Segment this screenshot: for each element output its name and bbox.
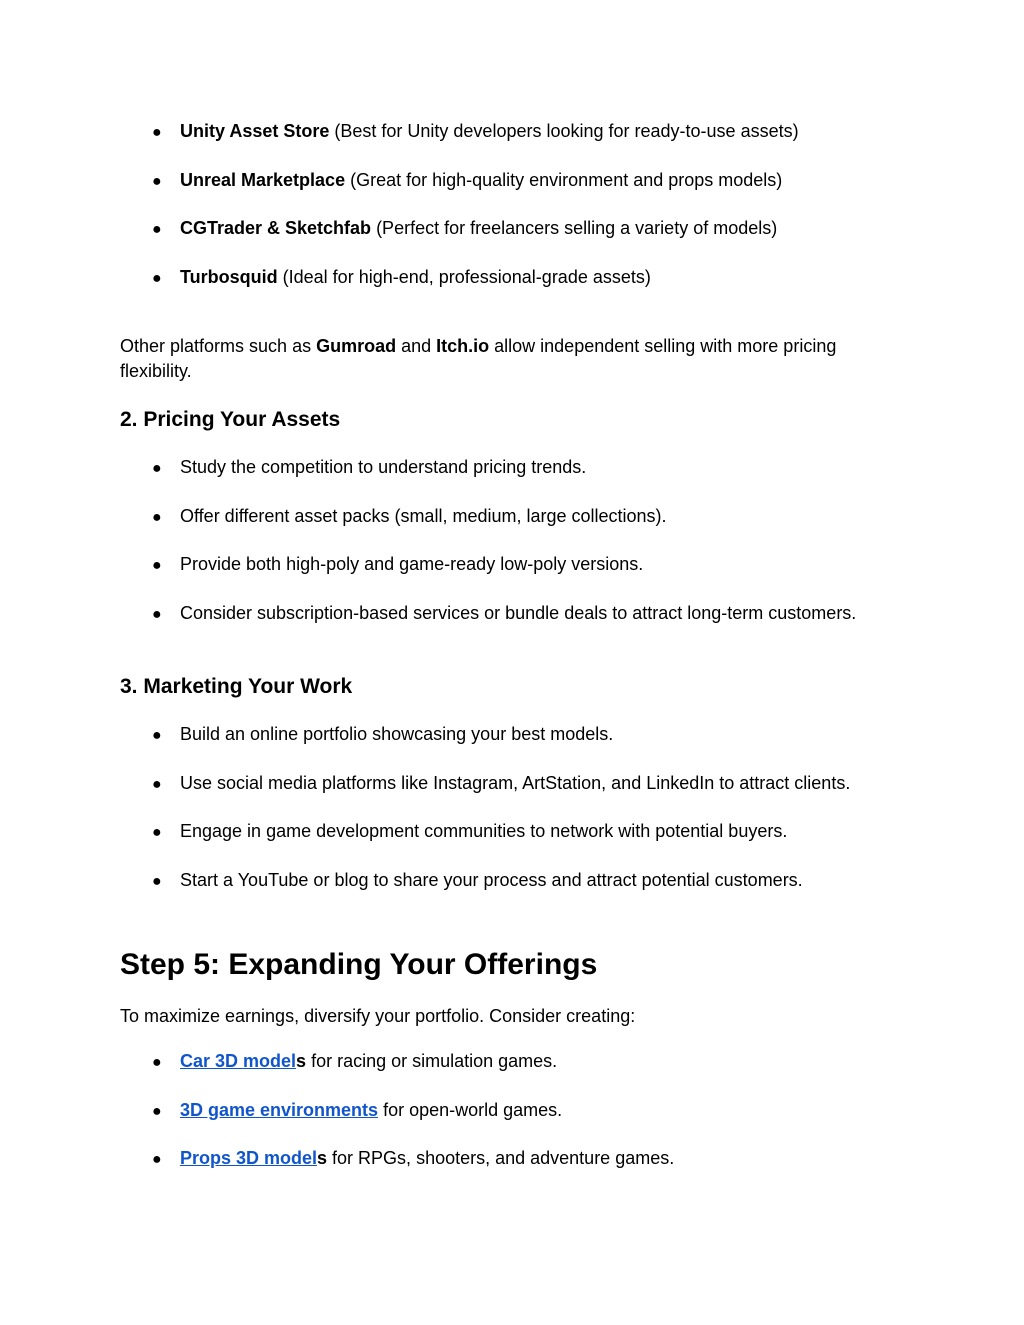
list-item	[152, 772, 850, 796]
link-tail: s	[317, 1148, 328, 1168]
bullet-icon: ●	[152, 606, 162, 623]
bullet-icon: ●	[152, 1103, 162, 1120]
list-item	[152, 602, 856, 626]
platform-name: Turbosquid	[180, 267, 278, 287]
list-item-text: Consider subscription-based services or bundle deals to attract long-term customers.	[180, 603, 857, 623]
list-item-text: for racing or simulation games.	[306, 1051, 558, 1071]
list-item-text: for open-world games.	[378, 1100, 563, 1120]
list-item-text: for RPGs, shooters, and adventure games.	[327, 1148, 675, 1168]
platform-desc: (Perfect for freelancers selling a variety of models)	[371, 218, 778, 238]
bullet-icon: ●	[152, 173, 162, 190]
list-item	[152, 505, 667, 529]
car-3d-model-link[interactable]: Car 3D model	[180, 1051, 297, 1071]
3d-game-environments-link[interactable]: 3D game environments	[180, 1100, 379, 1120]
bullet-icon: ●	[152, 1151, 162, 1168]
paragraph-text: flexibility.	[120, 361, 192, 381]
bullet-icon: ●	[152, 221, 162, 238]
platform-desc: (Ideal for high-end, professional-grade assets)	[277, 267, 651, 287]
bullet-icon: ●	[152, 557, 162, 574]
list-item-text: Start a YouTube or blog to share your process and attract potential customers.	[180, 870, 803, 890]
itchio-name: Itch.io	[436, 336, 490, 356]
list-item	[152, 266, 651, 290]
bullet-icon: ●	[152, 509, 162, 526]
list-item-text: Provide both high-poly and game-ready low-poly versions.	[180, 554, 644, 574]
list-item	[152, 1050, 557, 1074]
list-item-text: Use social media platforms like Instagram, ArtStation, and LinkedIn to attract clients.	[180, 773, 851, 793]
step5-intro: To maximize earnings, diversify your portfolio. Consider creating:	[120, 1006, 636, 1026]
list-item	[152, 1147, 674, 1171]
list-item	[152, 456, 586, 480]
list-item	[152, 1099, 562, 1123]
bullet-icon: ●	[152, 460, 162, 477]
paragraph-text: Other platforms such as	[120, 336, 317, 356]
bullet-icon: ●	[152, 124, 162, 141]
other-platforms-paragraph	[120, 334, 880, 384]
step5-heading: Step 5: Expanding Your Offerings	[120, 948, 598, 981]
platform-desc: (Great for high-quality environment and props models)	[345, 170, 783, 190]
list-item	[152, 553, 643, 577]
platform-desc: (Best for Unity developers looking for ready-to-use assets)	[329, 121, 799, 141]
bullet-icon: ●	[152, 727, 162, 744]
platform-name: Unity Asset Store	[180, 121, 330, 141]
platform-name: CGTrader & Sketchfab	[180, 218, 372, 238]
paragraph-text: and	[396, 336, 437, 356]
bullet-icon: ●	[152, 873, 162, 890]
bullet-icon: ●	[152, 824, 162, 841]
bullet-icon: ●	[152, 776, 162, 793]
pricing-heading: 2. Pricing Your Assets	[120, 408, 341, 431]
list-item	[152, 820, 787, 844]
marketing-heading: 3. Marketing Your Work	[120, 675, 353, 698]
list-item	[152, 217, 777, 241]
props-3d-model-link[interactable]: Props 3D model	[180, 1148, 318, 1168]
list-item-text: Study the competition to understand pricing trends.	[180, 457, 587, 477]
link-tail: s	[296, 1051, 307, 1071]
gumroad-name: Gumroad	[316, 336, 397, 356]
list-item-text: Offer different asset packs (small, medium, large collections).	[180, 506, 667, 526]
list-item	[152, 169, 782, 193]
list-item	[152, 120, 799, 144]
list-item-text: Build an online portfolio showcasing your best models.	[180, 724, 614, 744]
list-item	[152, 869, 803, 893]
list-item-text: Engage in game development communities to network with potential buyers.	[180, 821, 788, 841]
platform-name: Unreal Marketplace	[180, 170, 346, 190]
bullet-icon: ●	[152, 270, 162, 287]
bullet-icon: ●	[152, 1054, 162, 1071]
list-item	[152, 723, 613, 747]
paragraph-text: allow independent selling with more pricing	[489, 336, 837, 356]
